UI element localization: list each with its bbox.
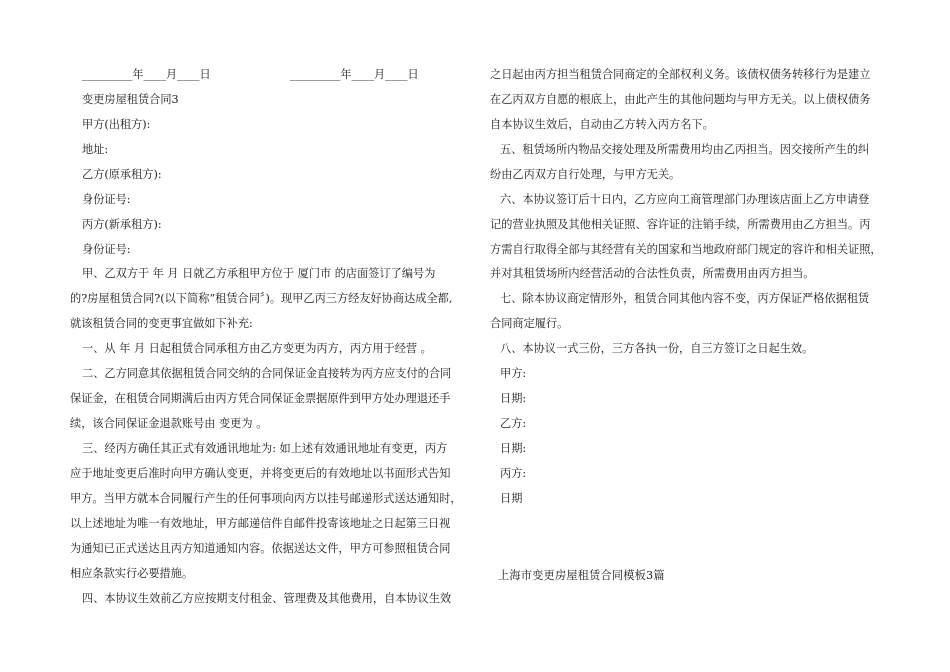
party-b-label: 乙方(原承租方): [82, 168, 162, 181]
clause-3-line: 应于地址变更后准时向甲方确认变更，并将变更后的有效地址以书面形式告知 [70, 467, 451, 480]
footer-title: 上海市变更房屋租赁合同模板3篇 [498, 569, 665, 582]
party-a-label: 甲方(出租方): [82, 118, 151, 131]
intro-line: 的?房屋租赁合同?(以下简称“租赁合同〞)。现甲乙丙三方经友好协商达成全都, [70, 292, 453, 305]
clause-7-line: 合同商定履行。 [490, 317, 569, 330]
clause-6-line: 六、本协议签订后十日内，乙方应向工商管理部门办理该店面上乙方申请登 [500, 193, 870, 206]
clause-5-line: 五、租赁场所内物品交接处理及所需费用均由乙丙担当。因交接所产生的纠 [500, 143, 870, 156]
signature-party-a: 甲方: [500, 367, 527, 380]
clause-6-line: 记的营业执照及其他相关证照、容许证的注销手续，所需费用由乙方担当。丙 [490, 218, 871, 231]
signature-date-c: 日期 [500, 492, 523, 505]
signature-date-a: 日期: [500, 392, 527, 405]
date-line-1: _________年____月____日 [82, 68, 211, 81]
clause-7-line: 七、除本协议商定情形外，租赁合同其他内容不变，丙方保证严格依据租赁 [500, 292, 870, 305]
clause-4-cont-line: 之日起由丙方担当租赁合同商定的全部权利义务。该债权债务转移行为是建立 [490, 68, 871, 81]
intro-line: 就该租赁合同的变更事宜做如下补充: [70, 317, 253, 330]
signature-date-b: 日期: [500, 442, 527, 455]
address-label: 地址: [82, 143, 109, 156]
clause-2-line: 保证金，在租赁合同期满后由丙方凭合同保证金票据原件到甲方处办理退还手 [70, 392, 451, 405]
clause-4: 四、本协议生效前乙方应按期支付租金、管理费及其他费用，自本协议生效 [82, 592, 452, 605]
clause-6-line: 方需自行取得全部与其经营有关的国家和当地政府部门规定的容许和相关证照， [490, 243, 882, 256]
clause-6-line: 并对其租赁场所内经营活动的合法性负责，所需费用由丙方担当。 [490, 267, 815, 280]
signature-party-c: 丙方: [500, 467, 527, 480]
clause-8: 八、本协议一式三份，三方各执一份，自三方签订之日起生效。 [500, 342, 814, 355]
clause-2-line: 续，该合同保证金退款账号由 变更为 。 [70, 417, 268, 430]
intro-line: 甲、乙双方于 年 月 日就乙方承租甲方位于 厦门市 的店面签订了编号为 [82, 267, 436, 280]
clause-4-cont-line: 在乙丙双方自愿的根底上，由此产生的其他问题均与甲方无关。以上债权债务 [490, 93, 871, 106]
clause-3-line: 三、经丙方确任其正式有效通讯地址为: 如上述有效通讯地址有变更，丙方 [82, 442, 448, 455]
clause-5-line: 纷由乙丙双方自行处理，与甲方无关。 [490, 168, 681, 181]
clause-2-line: 二、乙方同意其依据租赁合同交纳的合同保证金直接转为丙方应支付的合同 [82, 367, 452, 380]
id-c-label: 身份证号: [82, 243, 131, 256]
party-c-label: 丙方(新承租方): [82, 218, 162, 231]
clause-3-line: 相应条款实行必要措施。 [70, 567, 194, 580]
clause-1: 一、从 年 月 日起租赁合同承租方由乙方变更为丙方，丙方用于经营 。 [82, 342, 432, 355]
contract-title: 变更房屋租赁合同3 [82, 93, 179, 106]
clause-3-line: 为通知已正式送达且丙方知道通知内容。依据送达文件，甲方可参照租赁合同 [70, 542, 451, 555]
date-line-2: _________年____月____日 [290, 68, 419, 81]
id-b-label: 身份证号: [82, 193, 131, 206]
signature-party-b: 乙方: [500, 417, 527, 430]
clause-3-line: 甲方。当甲方就本合同履行产生的任何事项向丙方以挂号邮递形式送达通知时， [70, 492, 462, 505]
clause-3-line: 以上述地址为唯一有效地址，甲方邮递信件自邮件投寄该地址之日起第三日视 [70, 517, 451, 530]
clause-4-cont-line: 自本协议生效后，自动由乙方转入丙方名下。 [490, 118, 714, 131]
